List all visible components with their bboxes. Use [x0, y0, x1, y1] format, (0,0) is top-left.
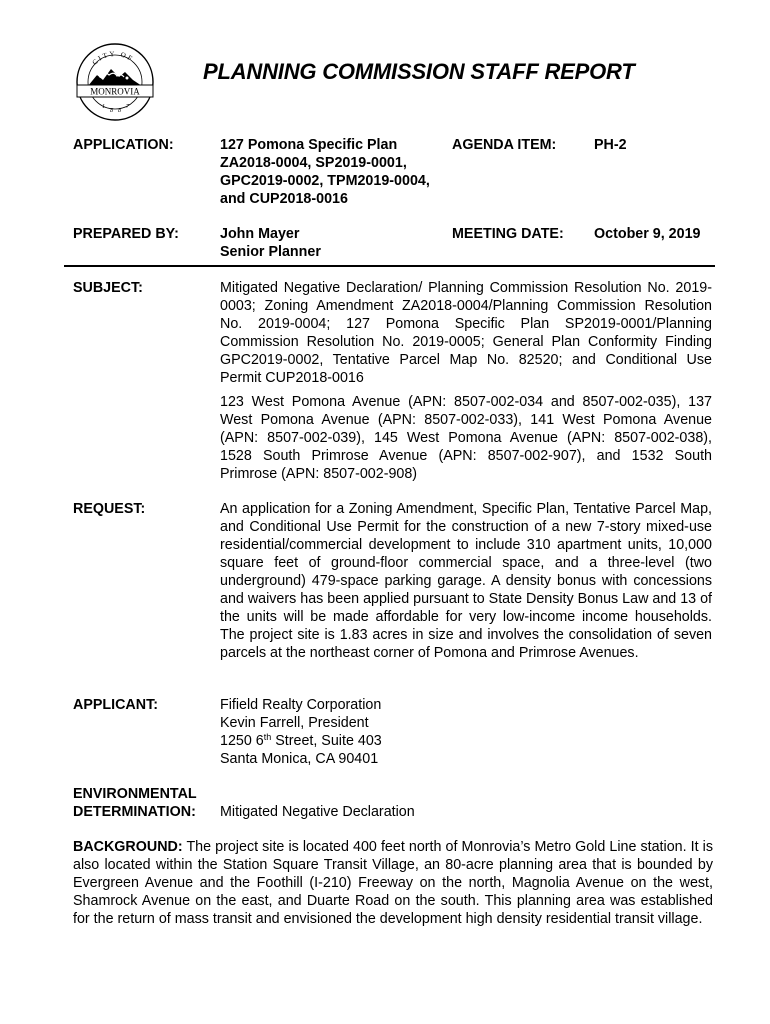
request-label: REQUEST:: [73, 501, 146, 517]
application-line: and CUP2018-0016: [220, 191, 348, 207]
seal-name: MONROVIA: [90, 86, 140, 97]
applicant-company: Fifield Realty Corporation: [220, 697, 382, 713]
subject-text: Mitigated Negative Declaration/ Planning Commission Resolution No. 2019-0003; Zoning Amendment ZA2018-0004/Planning Commission Resolution No. 2019-0004; 127 Pomona Specific Plan SP2019-0001/Planning Commission Resolution No. 2019-0005; General Plan Conformity Finding GPC2019-0002, Tentative Parcel Map No. 82520; and Conditional Use Permit CUP2018-0016: [220, 280, 712, 386]
seal-year-digit: 1: [102, 104, 105, 110]
subject-addresses: 123 West Pomona Avenue (APN: 8507-002-034 and 8507-002-035), 137 West Pomona Avenue (APN: 8507-002-033), 141 West Pomona Avenue (APN: 8507-002-039), 145 West Pomona Avenue (APN: 8507-002-038), 1528 South Primrose Avenue (APN: 8507-002-907), and 1532 South Primrose (APN: 8507-002-908): [220, 394, 712, 482]
address-number: 1250 6: [220, 733, 264, 749]
application-line: ZA2018-0004, SP2019-0001,: [220, 155, 407, 171]
address-suffix: th: [263, 732, 272, 742]
applicant-label: APPLICANT:: [73, 697, 158, 713]
seal-year-digit: 7: [126, 104, 129, 110]
seal-year-digit: 8: [118, 108, 121, 114]
meeting-date-label: MEETING DATE:: [452, 226, 564, 242]
application-line: 127 Pomona Specific Plan: [220, 137, 398, 153]
agenda-item-label: AGENDA ITEM:: [452, 137, 557, 153]
preparer-name: John Mayer: [220, 226, 300, 242]
applicant-city: Santa Monica, CA 90401: [220, 751, 379, 767]
request-text: An application for a Zoning Amendment, Specific Plan, Tentative Parcel Map, and Conditional Use Permit for the construction of a new 7-story mixed-use residential/commercial development to include 310 apartment units, 10,000 square feet of ground-floor commercial space, and a three-level (two underground) 479-space parking garage. A density bonus with concessions and waivers has been applied pursuant to State Density Bonus Law and 13 of the units will be made affordable for very low-income income households. The project site is 1.83 acres in size and involves the consolidation of seven parcels at the northeast corner of Pomona and Primrose Avenues.: [220, 501, 712, 661]
environmental-label-line1: ENVIRONMENTAL: [73, 786, 197, 802]
agenda-item-value: PH-2: [594, 137, 627, 153]
background-section: [73, 838, 713, 928]
seal-year-digit: 8: [110, 108, 113, 114]
meeting-date-value: October 9, 2019: [594, 226, 701, 242]
report-title: PLANNING COMMISSION STAFF REPORT: [203, 59, 635, 84]
city-seal-logo: [75, 42, 155, 122]
preparer-role: Senior Planner: [220, 244, 321, 260]
applicant-address: [220, 732, 382, 750]
prepared-by-label: PREPARED BY:: [73, 226, 179, 242]
address-street: Street, Suite 403: [271, 733, 382, 749]
header-divider: [64, 265, 715, 267]
environmental-label-line2: DETERMINATION:: [73, 804, 196, 820]
subject-label: SUBJECT:: [73, 280, 143, 296]
background-label: BACKGROUND:: [73, 839, 183, 855]
application-label: APPLICATION:: [73, 137, 174, 153]
applicant-person: Kevin Farrell, President: [220, 715, 369, 731]
seal-top-text: CITY OF: [90, 49, 136, 67]
background-text: The project site is located 400 feet north of Monrovia’s Metro Gold Line station. It is also located within the Station Square Transit Village, an 80-acre planning area that is bounded by Evergreen Avenue and the Foothill (I-210) Freeway on the north, Magnolia Avenue on the west, Shamrock Avenue on the east, and Duarte Road on the south. This planning area was established for the return of mass transit and envisioned the development high density residential transit village.: [73, 839, 713, 927]
environmental-value: Mitigated Negative Declaration: [220, 804, 415, 820]
application-line: GPC2019-0002, TPM2019-0004,: [220, 173, 430, 189]
